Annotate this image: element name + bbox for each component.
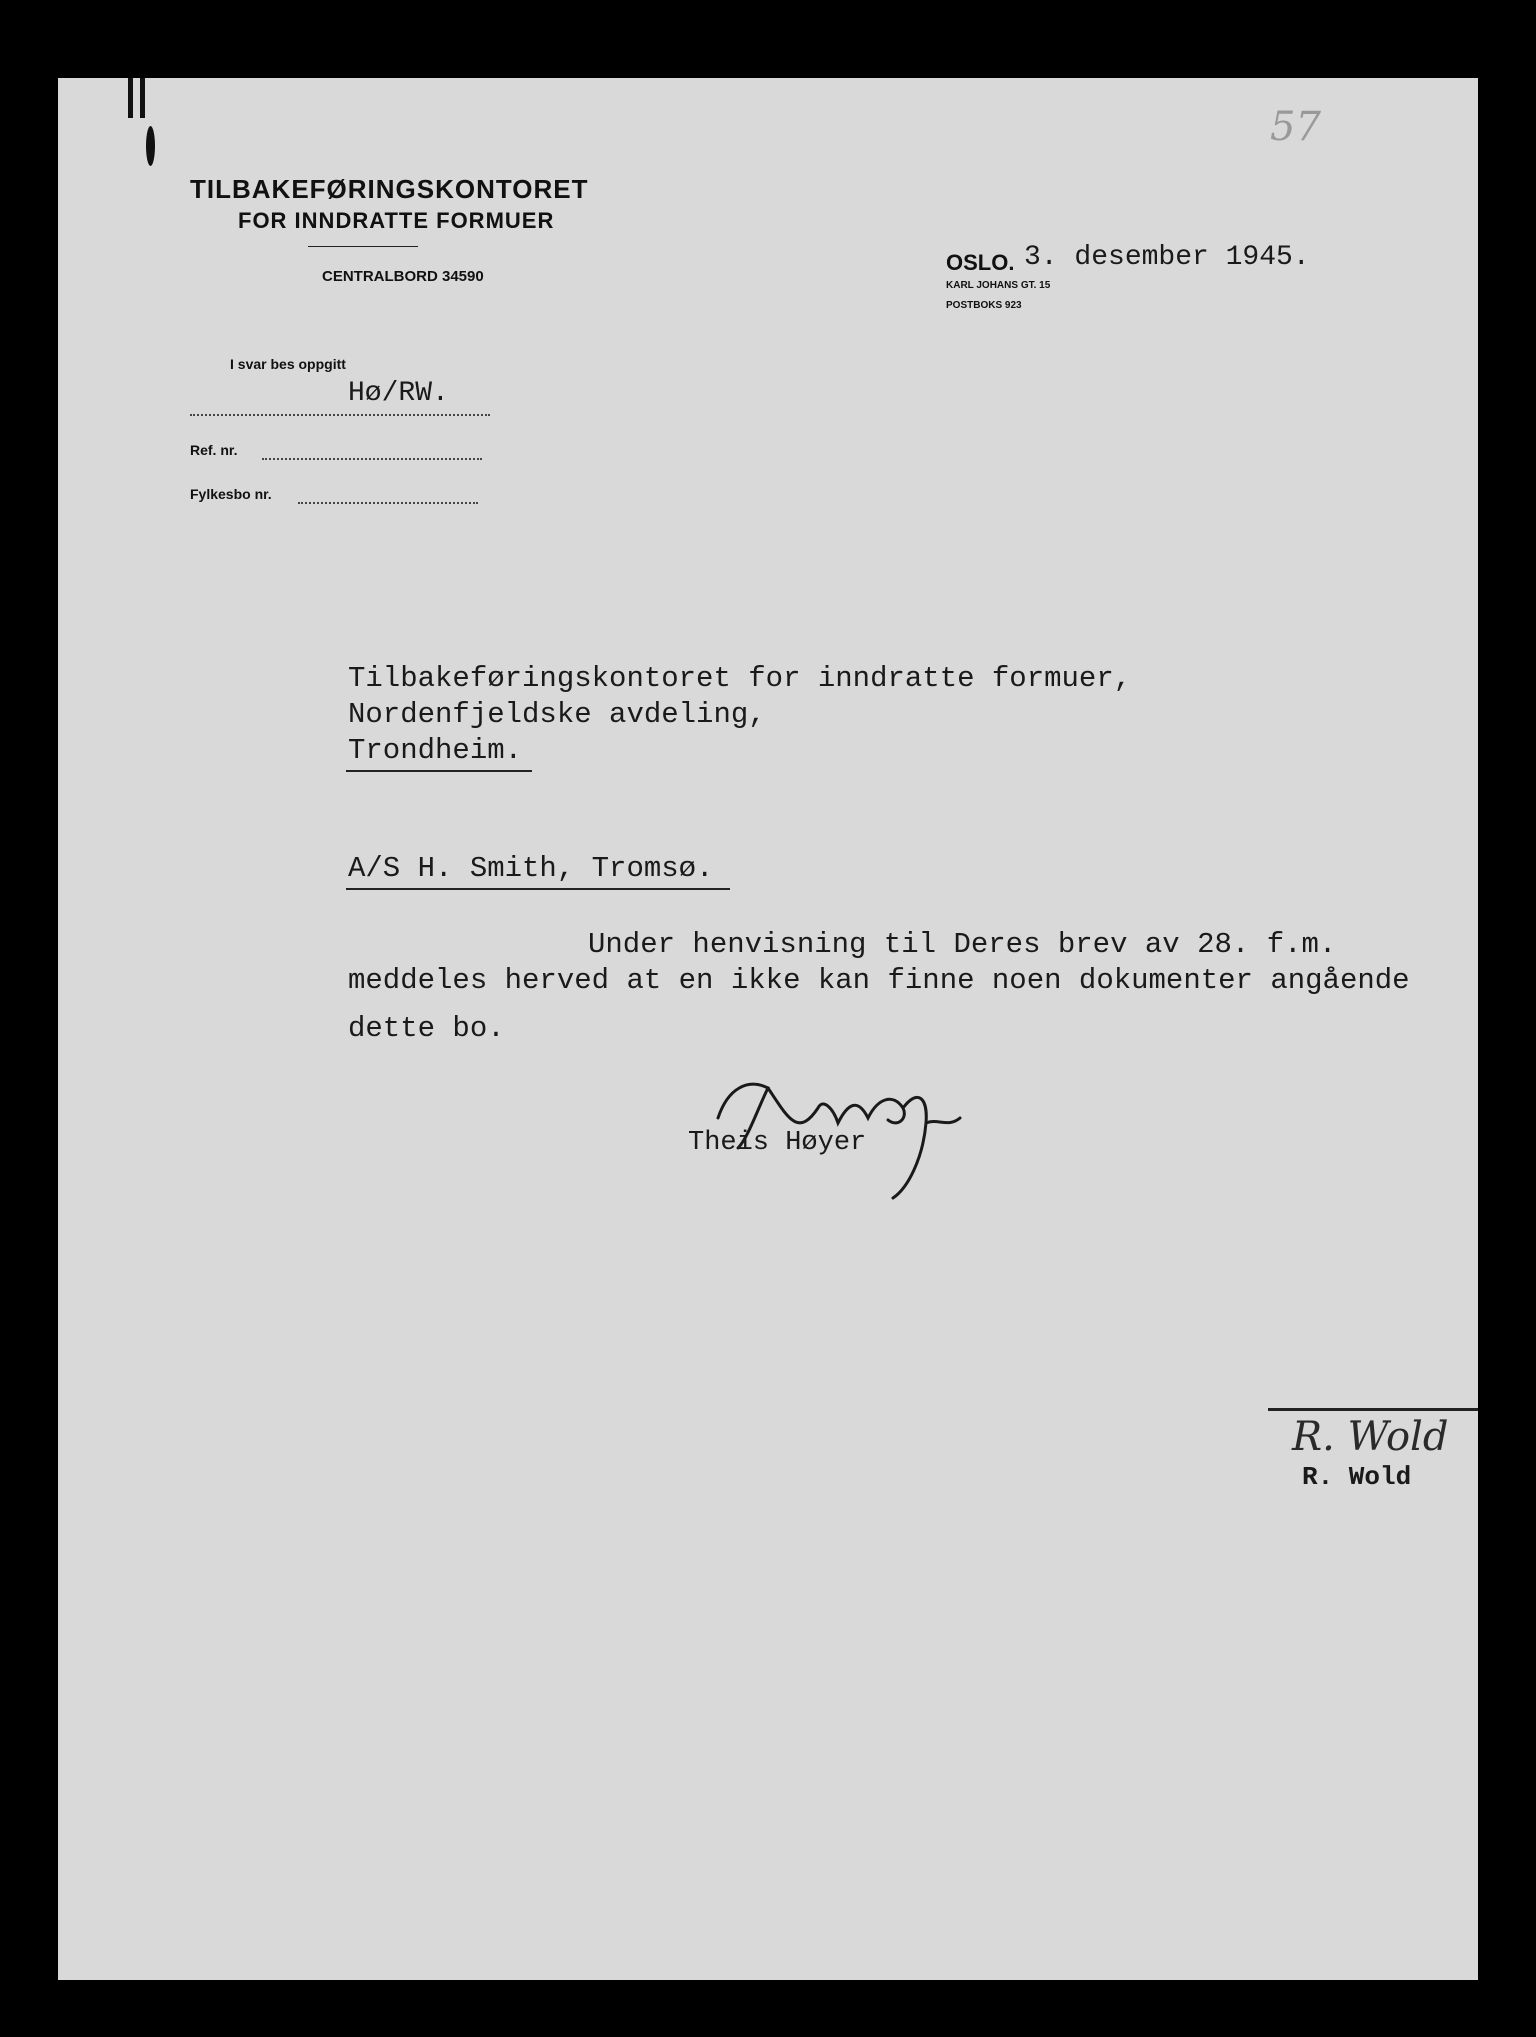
body-line-2: meddeles herved at en ikke kan finne noen dokumenter angående	[348, 964, 1410, 997]
subject-underline	[346, 888, 730, 890]
ink-mark	[128, 78, 133, 118]
switchboard-number: CENTRALBORD 34590	[322, 268, 484, 285]
letterhead-divider	[308, 246, 418, 247]
typed-initials: R. Wold	[1302, 1462, 1412, 1492]
ink-mark	[146, 126, 155, 166]
addressee-line-2: Nordenfjeldske avdeling,	[348, 698, 766, 731]
body-line-3: dette bo.	[348, 1012, 505, 1045]
reply-reference-line	[190, 414, 490, 416]
org-subtitle: FOR INNDRATTE FORMUER	[238, 208, 555, 233]
reply-reference-value: Hø/RW.	[348, 378, 449, 409]
body-line-1: Under henvisning til Deres brev av 28. f.m.	[588, 928, 1337, 961]
letter-sheet	[58, 78, 1478, 1980]
initials-rule	[1268, 1408, 1478, 1411]
addressee-line-1: Tilbakeføringskontoret for inndratte formuer,	[348, 662, 1132, 695]
letter-date: 3. desember 1945.	[1024, 242, 1310, 273]
page-mark: 57	[1270, 104, 1321, 150]
subject-line: A/S H. Smith, Tromsø.	[348, 852, 714, 885]
street-address: KARL JOHANS GT. 15	[946, 280, 1051, 291]
ref-nr-line	[262, 458, 482, 460]
fylkesbo-nr-label: Fylkesbo nr.	[190, 486, 272, 502]
po-box: POSTBOKS 923	[946, 300, 1022, 311]
signatory-name: Theis Høyer	[688, 1128, 867, 1158]
addressee-line-3: Trondheim.	[348, 734, 523, 767]
ref-nr-label: Ref. nr.	[190, 442, 238, 458]
city: OSLO.	[946, 250, 1015, 275]
ink-mark	[140, 78, 145, 118]
handwritten-initials: R. Wold	[1292, 1414, 1449, 1460]
addressee-underline	[346, 770, 532, 772]
org-name: TILBAKEFØRINGSKONTORET	[190, 174, 589, 204]
reply-reference-label: I svar bes oppgitt	[230, 356, 346, 372]
fylkesbo-nr-line	[298, 502, 478, 504]
